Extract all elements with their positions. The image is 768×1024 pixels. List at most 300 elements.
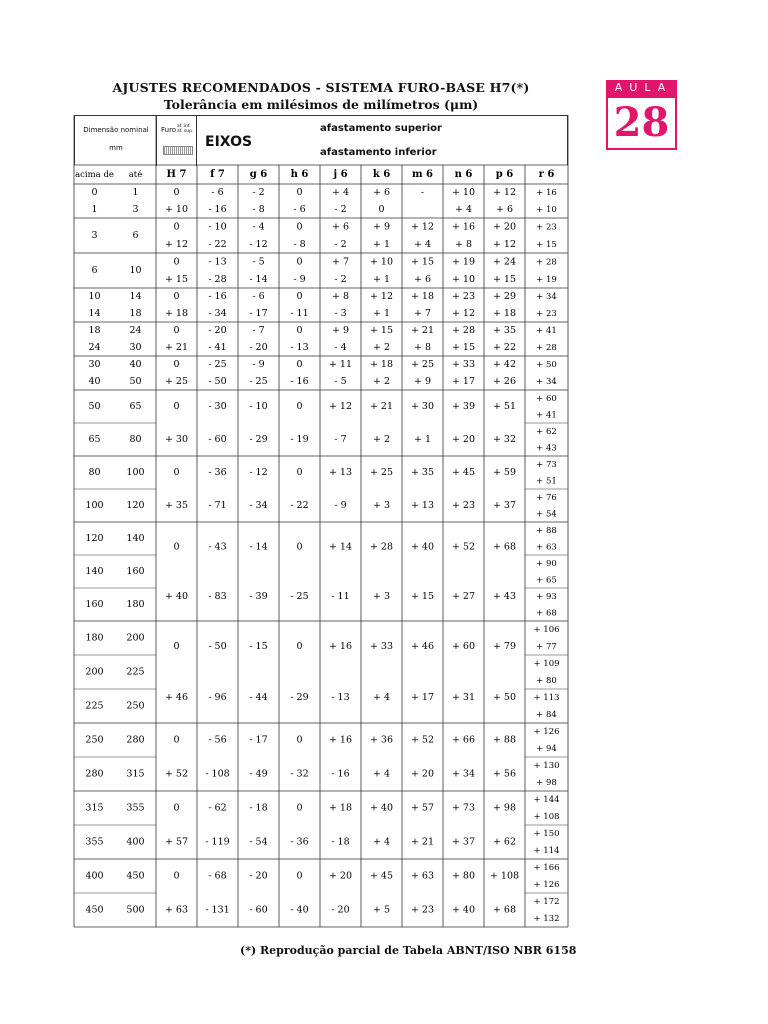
tolerance-upper: - 36 <box>208 467 227 478</box>
r6-upper: + 28 <box>536 257 557 268</box>
range-to: 280 <box>126 734 145 746</box>
r6-upper: + 90 <box>536 558 557 569</box>
tolerance-upper: 0 <box>296 541 303 553</box>
tolerance-lower: + 6 <box>495 204 514 215</box>
column-header-11: r 6 <box>538 169 555 180</box>
tolerance-lower: - 3 <box>334 308 347 319</box>
tolerance-lower: - 8 <box>252 204 265 215</box>
tolerance-lower: - 83 <box>208 590 227 602</box>
range-to: 14 <box>129 291 142 302</box>
tolerance-lower: + 3 <box>372 590 391 602</box>
tolerance-lower: - 17 <box>249 308 268 319</box>
range-from: 14 <box>88 308 101 319</box>
tolerance-lower: + 9 <box>413 376 432 387</box>
tolerance-upper: + 4 <box>331 187 350 198</box>
tolerance-lower: + 52 <box>164 768 189 780</box>
tolerance-upper: + 16 <box>328 734 353 746</box>
tolerance-lower: + 10 <box>451 273 476 285</box>
tolerance-upper: + 59 <box>492 467 517 478</box>
r6-upper: + 109 <box>533 659 560 669</box>
tolerance-lower: - 18 <box>331 836 350 848</box>
range-to: 3 <box>132 204 139 215</box>
range-to: 500 <box>126 904 145 916</box>
range-from: 10 <box>88 291 101 302</box>
tolerance-upper: 0 <box>173 325 180 336</box>
tolerance-lower: + 17 <box>451 376 476 387</box>
tolerance-upper: 0 <box>173 641 180 652</box>
range-from: 0 <box>91 187 98 198</box>
tolerance-lower: - 29 <box>249 434 268 445</box>
column-header-8: m 6 <box>411 169 434 180</box>
tolerance-upper: + 11 <box>328 359 353 370</box>
tolerance-upper: + 20 <box>492 221 517 233</box>
tolerance-upper: + 28 <box>369 541 394 553</box>
page-subtitle: Tolerância em milésimos de milímetros (μm) <box>163 97 479 112</box>
r6-lower: + 94 <box>536 744 557 754</box>
tolerance-upper: 0 <box>296 802 303 814</box>
tolerance-lower: + 68 <box>492 904 517 916</box>
tolerance-upper: - 43 <box>208 541 227 553</box>
tolerance-lower: + 57 <box>164 836 189 848</box>
r6-lower: + 51 <box>536 476 557 487</box>
range-from: 3 <box>91 230 98 241</box>
tolerance-lower: - 131 <box>205 904 230 916</box>
r6-lower: + 108 <box>533 812 560 822</box>
tolerance-upper: + 24 <box>492 256 517 268</box>
tolerance-upper: + 57 <box>410 802 435 814</box>
range-from: 180 <box>85 632 104 644</box>
tolerance-upper: 0 <box>173 401 180 412</box>
r6-upper: + 130 <box>533 761 560 771</box>
tolerance-lower: + 4 <box>372 836 391 848</box>
range-to: 250 <box>126 700 145 712</box>
tolerance-upper: + 35 <box>492 325 517 336</box>
tolerance-upper: 0 <box>296 401 303 412</box>
tolerance-lower: + 26 <box>492 376 517 387</box>
tolerance-upper: + 40 <box>369 802 394 814</box>
tolerance-upper: - 10 <box>249 401 268 412</box>
tolerance-upper: - 5 <box>252 256 265 268</box>
tolerance-lower: + 50 <box>492 692 517 703</box>
tolerance-upper: - 20 <box>249 870 268 882</box>
tolerance-lower: + 8 <box>454 238 473 250</box>
tolerance-upper: + 30 <box>410 401 435 412</box>
tolerance-upper: 0 <box>296 641 303 652</box>
range-to: 355 <box>126 802 145 814</box>
column-header-7: k 6 <box>372 169 391 180</box>
tolerance-lower: + 4 <box>372 768 391 780</box>
tolerance-lower: + 40 <box>164 590 189 602</box>
tolerance-upper: 0 <box>173 256 180 268</box>
tolerance-upper: - 12 <box>249 467 268 478</box>
tolerance-upper: + 45 <box>451 467 476 478</box>
tolerance-lower: + 30 <box>164 434 189 445</box>
r6-upper: + 23 <box>536 222 557 233</box>
tolerance-upper: + 8 <box>331 291 350 302</box>
column-header-0: acima de <box>75 170 114 180</box>
furo-legend: af. inf. af. sup. <box>177 124 194 134</box>
tolerance-lower: - 108 <box>205 768 230 780</box>
tolerance-upper: 0 <box>173 467 180 478</box>
tolerance-lower: - 13 <box>290 342 309 353</box>
r6-lower: + 19 <box>536 274 557 285</box>
range-to: 200 <box>126 632 145 644</box>
tolerance-upper: - 9 <box>252 359 265 370</box>
range-to: 6 <box>132 230 139 241</box>
tolerance-upper: 0 <box>173 802 180 814</box>
tolerance-lower: + 63 <box>164 904 189 916</box>
tolerance-upper: 0 <box>173 870 180 882</box>
tolerance-upper: + 16 <box>451 221 476 233</box>
column-header-6: j 6 <box>333 169 348 180</box>
tolerance-lower: + 10 <box>164 204 189 215</box>
column-header-10: p 6 <box>495 169 514 180</box>
r6-upper: + 150 <box>533 829 560 839</box>
tolerance-lower: + 37 <box>492 500 517 511</box>
tolerance-lower: - 22 <box>290 500 309 511</box>
tolerance-lower: - 19 <box>290 434 309 445</box>
r6-upper: + 172 <box>533 897 560 907</box>
r6-lower: + 68 <box>536 608 557 619</box>
range-from: 50 <box>88 401 101 412</box>
tolerance-upper: + 73 <box>451 802 476 814</box>
column-header-4: g 6 <box>249 169 268 180</box>
tolerance-lower: - 25 <box>249 376 268 387</box>
tolerance-upper: - 68 <box>208 870 227 882</box>
tolerance-upper: 0 <box>173 187 180 198</box>
range-from: 80 <box>88 467 101 478</box>
tolerance-lower: + 23 <box>410 904 435 916</box>
r6-lower: + 80 <box>536 676 557 686</box>
tolerance-lower: + 15 <box>164 273 189 285</box>
tolerance-lower: + 25 <box>164 376 189 387</box>
tolerance-lower: - 2 <box>334 204 347 215</box>
tolerance-upper: + 45 <box>369 870 394 882</box>
range-from: 315 <box>85 802 104 814</box>
afastamento-superior-label: afastamento superior <box>320 123 442 134</box>
range-to: 120 <box>126 500 145 511</box>
tolerance-upper: + 39 <box>451 401 476 412</box>
tolerance-lower: + 4 <box>454 204 473 215</box>
r6-lower: + 126 <box>533 880 560 890</box>
tolerance-lower: + 35 <box>164 500 189 511</box>
tolerance-upper: 0 <box>296 221 303 233</box>
tolerance-lower: + 21 <box>164 342 189 353</box>
tolerance-upper: - 25 <box>208 359 227 370</box>
footer-note: (*) Reprodução parcial de Tabela ABNT/ISO NBR 6158 <box>240 944 577 957</box>
tolerance-upper: + 80 <box>451 870 476 882</box>
tolerance-upper: + 21 <box>410 325 435 336</box>
tolerance-lower: + 2 <box>372 342 391 353</box>
tolerance-upper: + 16 <box>328 641 353 652</box>
tolerance-lower: + 1 <box>372 308 391 319</box>
tolerance-lower: + 17 <box>410 692 435 703</box>
tolerance-upper: + 18 <box>328 802 353 814</box>
r6-lower: + 10 <box>536 205 557 215</box>
r6-upper: + 113 <box>533 693 560 703</box>
tolerance-upper: + 15 <box>369 325 394 336</box>
tolerance-upper: 0 <box>173 221 180 233</box>
tolerance-upper: - 17 <box>249 734 268 746</box>
range-to: 140 <box>126 533 145 544</box>
tolerance-lower: + 23 <box>451 500 476 511</box>
tolerance-lower: - 34 <box>208 308 227 319</box>
r6-upper: + 50 <box>536 360 557 370</box>
tolerance-lower: + 43 <box>492 590 517 602</box>
range-to: 18 <box>129 308 142 319</box>
tolerance-upper: + 33 <box>369 641 394 652</box>
range-from: 120 <box>85 533 104 544</box>
tolerance-upper: - 4 <box>252 221 265 233</box>
tolerance-upper: + 12 <box>369 291 394 302</box>
range-from: 355 <box>85 836 104 848</box>
tolerance-upper: + 6 <box>331 221 350 233</box>
range-from: 40 <box>88 376 101 387</box>
tolerance-upper: 0 <box>296 734 303 746</box>
tolerance-upper: + 25 <box>369 467 394 478</box>
page-title: AJUSTES RECOMENDADOS - SISTEMA FURO-BASE H7(*) <box>112 80 530 95</box>
r6-lower: + 34 <box>536 377 557 387</box>
tolerance-upper: + 12 <box>328 401 353 412</box>
tolerance-upper: + 12 <box>492 187 517 198</box>
tolerance-lower: + 56 <box>492 768 517 780</box>
tolerance-lower: + 31 <box>451 692 476 703</box>
tolerance-lower: + 18 <box>492 308 517 319</box>
tolerance-upper: - 20 <box>208 325 227 336</box>
tolerance-upper: + 36 <box>369 734 394 746</box>
tolerance-upper: + 10 <box>451 187 476 198</box>
tolerance-upper: + 98 <box>492 802 517 814</box>
tolerance-upper: - <box>420 187 425 198</box>
range-from: 450 <box>85 904 104 916</box>
tolerance-upper: + 42 <box>492 359 517 370</box>
tolerance-lower: - 2 <box>334 273 347 285</box>
tolerance-lower: - 34 <box>249 500 268 511</box>
tolerance-upper: + 19 <box>451 256 476 268</box>
range-from: 30 <box>88 359 101 370</box>
tolerance-lower: + 1 <box>413 434 432 445</box>
tolerance-lower: - 44 <box>249 692 268 703</box>
tolerance-upper: + 18 <box>410 291 435 302</box>
tolerance-upper: + 60 <box>451 641 476 652</box>
tolerance-lower: - 9 <box>293 273 306 285</box>
r6-lower: + 114 <box>533 846 560 856</box>
tolerance-lower: + 20 <box>410 768 435 780</box>
tolerance-upper: - 16 <box>208 291 227 302</box>
tolerance-lower: - 40 <box>290 904 309 916</box>
tolerance-lower: + 15 <box>410 590 435 602</box>
r6-upper: + 76 <box>536 492 557 503</box>
tolerance-lower: - 49 <box>249 768 268 780</box>
tolerance-upper: + 21 <box>369 401 394 412</box>
tolerance-upper: + 23 <box>451 291 476 302</box>
tolerance-lower: - 54 <box>249 836 268 848</box>
tolerance-upper: + 29 <box>492 291 517 302</box>
tolerance-lower: + 5 <box>372 904 391 916</box>
tolerance-lower: + 32 <box>492 434 517 445</box>
tolerance-upper: - 15 <box>249 641 268 652</box>
tolerance-upper: + 46 <box>410 641 435 652</box>
tolerance-upper: 0 <box>296 467 303 478</box>
tolerance-lower: - 20 <box>249 342 268 353</box>
tolerance-lower: - 36 <box>290 836 309 848</box>
tolerance-lower: + 15 <box>451 342 476 353</box>
r6-upper: + 106 <box>533 625 560 635</box>
r6-lower: + 63 <box>536 542 557 553</box>
r6-upper: + 126 <box>533 727 560 737</box>
tolerance-upper: 0 <box>296 359 303 370</box>
tolerance-upper: + 12 <box>410 221 435 233</box>
tolerance-lower: + 4 <box>372 692 391 703</box>
tolerance-upper: 0 <box>173 291 180 302</box>
tolerance-upper: 0 <box>296 187 303 198</box>
tolerance-lower: - 29 <box>290 692 309 703</box>
tolerance-upper: + 13 <box>328 467 353 478</box>
range-to: 180 <box>126 599 145 610</box>
tolerance-upper: + 52 <box>451 541 476 553</box>
r6-lower: + 65 <box>536 575 557 586</box>
range-from: 6 <box>91 265 98 276</box>
r6-lower: + 28 <box>536 343 557 353</box>
tolerance-lower: - 9 <box>334 500 347 511</box>
r6-upper: + 88 <box>536 525 557 536</box>
tolerance-lower: + 13 <box>410 500 435 511</box>
tolerance-lower: - 16 <box>331 768 350 780</box>
tolerance-upper: + 35 <box>410 467 435 478</box>
range-from: 24 <box>88 342 101 353</box>
tolerance-lower: - 41 <box>208 342 227 353</box>
afastamento-inferior-label: afastamento inferior <box>320 147 437 158</box>
tolerance-upper: + 108 <box>489 870 520 882</box>
range-to: 100 <box>126 467 145 478</box>
tolerance-upper: - 6 <box>252 291 265 302</box>
tolerance-upper: + 79 <box>492 641 517 652</box>
tolerance-lower: 0 <box>378 204 385 215</box>
tolerance-upper: + 88 <box>492 734 517 746</box>
aula-number: 28 <box>606 96 677 150</box>
tolerance-lower: - 16 <box>208 204 227 215</box>
tolerance-upper: + 9 <box>331 325 350 336</box>
tolerance-upper: + 63 <box>410 870 435 882</box>
tolerance-lower: + 7 <box>413 308 432 319</box>
tolerance-lower: + 15 <box>492 273 517 285</box>
tolerance-upper: + 52 <box>410 734 435 746</box>
range-to: 450 <box>126 870 145 882</box>
column-header-2: H 7 <box>166 169 187 180</box>
tolerance-upper: 0 <box>173 359 180 370</box>
range-to: 400 <box>126 836 145 848</box>
range-to: 10 <box>129 265 142 276</box>
tolerance-upper: - 30 <box>208 401 227 412</box>
tolerance-lower: - 28 <box>208 273 227 285</box>
r6-upper: + 16 <box>536 188 557 198</box>
tolerance-upper: + 28 <box>451 325 476 336</box>
range-from: 1 <box>91 204 98 215</box>
tolerance-lower: - 119 <box>205 836 230 848</box>
tolerance-lower: - 7 <box>334 434 347 445</box>
tolerance-upper: + 9 <box>372 221 391 233</box>
r6-lower: + 43 <box>536 443 557 454</box>
r6-upper: + 166 <box>533 863 560 873</box>
tolerance-lower: + 1 <box>372 273 391 285</box>
tolerance-lower: - 50 <box>208 376 227 387</box>
range-from: 280 <box>85 768 104 780</box>
tolerance-upper: + 20 <box>328 870 353 882</box>
column-header-3: f 7 <box>210 169 225 180</box>
tolerance-upper: - 7 <box>252 325 265 336</box>
tolerance-lower: + 4 <box>413 238 432 250</box>
range-to: 50 <box>129 376 142 387</box>
range-from: 18 <box>88 325 101 336</box>
dimension-label: Dimensão nominal <box>83 126 149 134</box>
tolerance-lower: - 32 <box>290 768 309 780</box>
tolerance-upper: 0 <box>173 734 180 746</box>
r6-lower: + 98 <box>536 778 557 788</box>
tolerance-upper: - 13 <box>208 256 227 268</box>
tolerance-lower: + 46 <box>164 692 189 703</box>
tolerance-lower: - 16 <box>290 376 309 387</box>
tolerance-upper: + 40 <box>410 541 435 553</box>
tolerance-lower: - 5 <box>334 376 347 387</box>
tolerance-lower: - 6 <box>293 204 306 215</box>
range-from: 225 <box>85 700 104 712</box>
range-from: 65 <box>88 434 101 445</box>
tolerance-lower: - 71 <box>208 500 227 511</box>
r6-upper: + 144 <box>533 795 560 805</box>
range-from: 250 <box>85 734 104 746</box>
tolerance-lower: - 13 <box>331 692 350 703</box>
tolerance-lower: + 18 <box>164 308 189 319</box>
tolerance-lower: + 12 <box>492 238 517 250</box>
tolerance-lower: + 62 <box>492 836 517 848</box>
tolerance-lower: + 6 <box>413 273 432 285</box>
range-from: 160 <box>85 599 104 610</box>
tolerance-lower: + 2 <box>372 434 391 445</box>
tolerance-upper: - 50 <box>208 641 227 652</box>
tolerance-lower: - 2 <box>334 238 347 250</box>
tolerance-lower: - 11 <box>290 308 309 319</box>
tolerance-lower: - 12 <box>249 238 268 250</box>
tolerance-lower: - 22 <box>208 238 227 250</box>
range-from: 200 <box>85 666 104 678</box>
tolerance-upper: 0 <box>173 541 180 553</box>
tolerance-lower: + 20 <box>451 434 476 445</box>
furo-label: Furo <box>161 126 177 134</box>
aula-label: AULA <box>606 80 677 96</box>
tolerance-upper: + 10 <box>369 256 394 268</box>
r6-lower: + 132 <box>533 914 560 924</box>
tolerance-upper: + 51 <box>492 401 517 412</box>
tolerance-upper: + 68 <box>492 541 517 553</box>
tolerance-lower: + 8 <box>413 342 432 353</box>
tolerance-upper: + 25 <box>410 359 435 370</box>
tolerance-upper: 0 <box>296 325 303 336</box>
r6-upper: + 93 <box>536 591 557 602</box>
range-to: 40 <box>129 359 142 370</box>
r6-lower: + 23 <box>536 309 557 319</box>
range-to: 225 <box>126 666 145 678</box>
tolerance-upper: 0 <box>296 870 303 882</box>
tolerance-upper: - 62 <box>208 802 227 814</box>
r6-lower: + 54 <box>536 509 557 520</box>
dimension-unit: mm <box>109 144 123 152</box>
r6-upper: + 41 <box>536 326 557 336</box>
range-from: 100 <box>85 500 104 511</box>
tolerance-lower: + 27 <box>451 590 476 602</box>
tolerance-lower: + 1 <box>372 238 391 250</box>
tolerance-upper: + 15 <box>410 256 435 268</box>
range-from: 400 <box>85 870 104 882</box>
